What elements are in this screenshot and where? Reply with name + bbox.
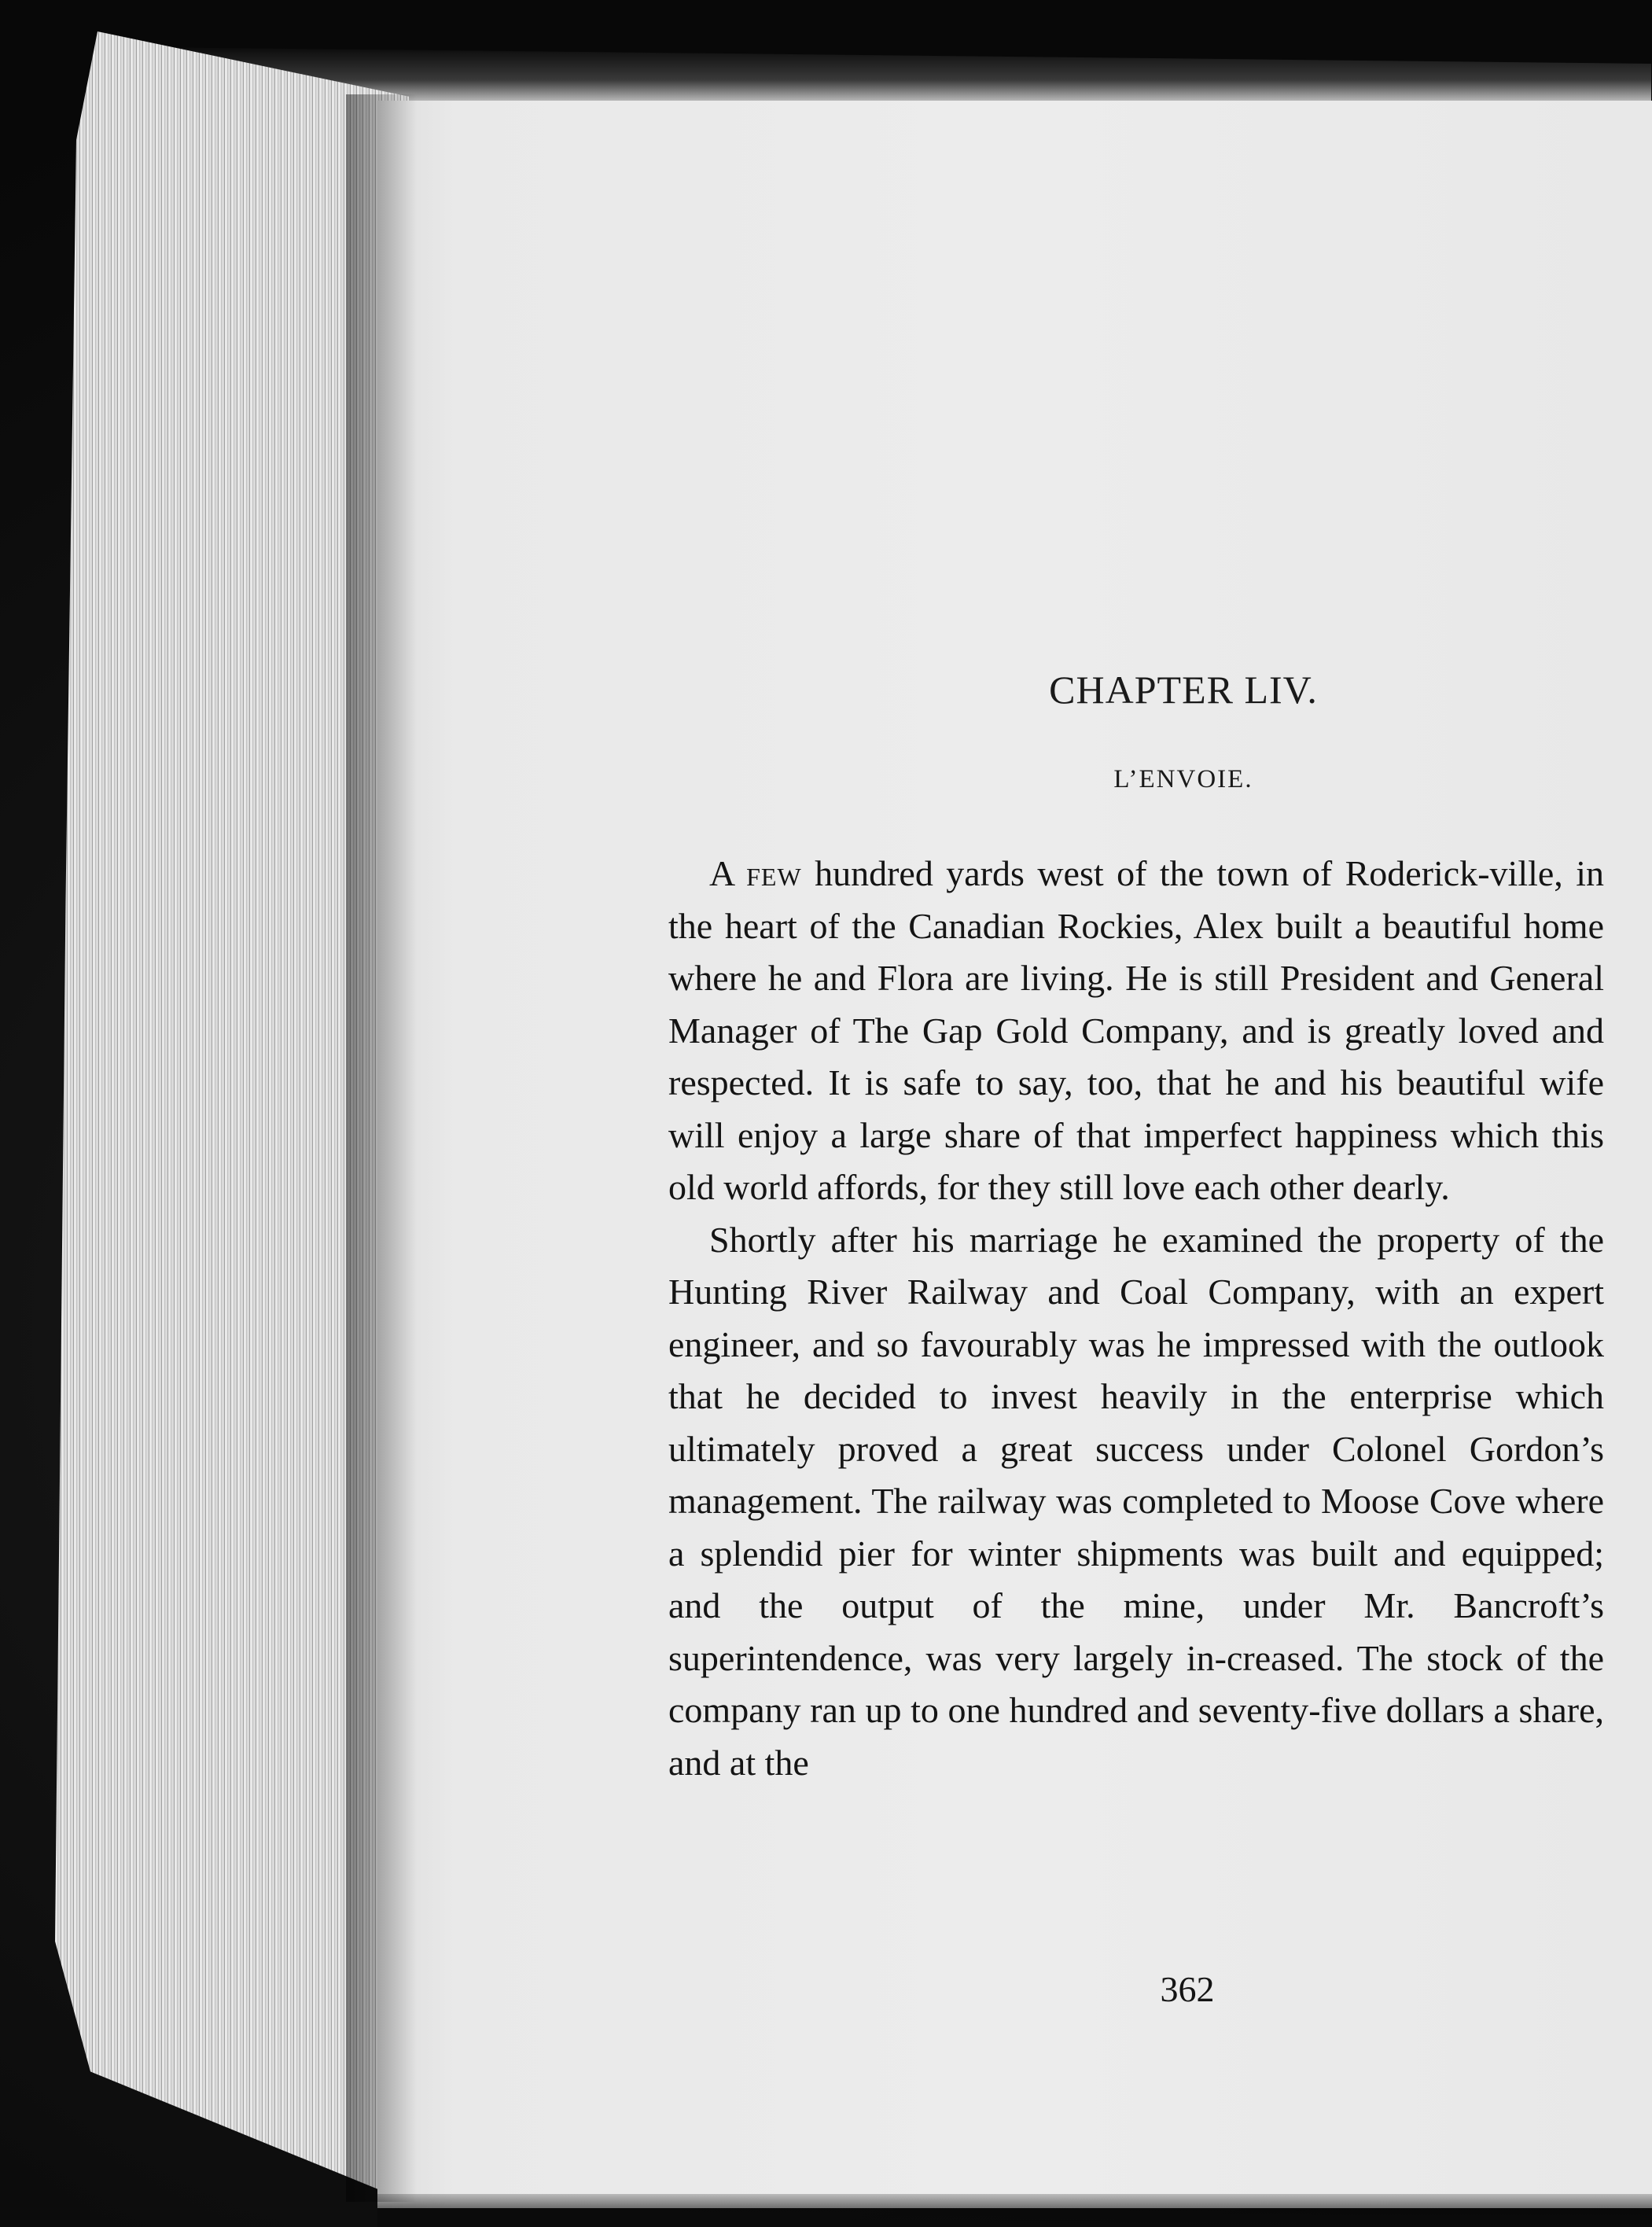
gutter-shadow	[346, 94, 417, 2202]
book-page	[377, 101, 1652, 2208]
lead-word: A	[709, 853, 734, 893]
chapter-subtitle: L’ENVOIE.	[1113, 765, 1253, 793]
bottom-shadow	[377, 2194, 1652, 2227]
paragraph-1	[668, 848, 1604, 1214]
paragraph-2: Shortly after his marriage he examined the property of the Hunting River Railway and Coal Company, with an expert engineer, and so favourably was he impressed with the outlook that he decided to invest heavily in the enterprise which ultimately proved a great success under Colonel Gordon’s management. The railway was completed to Moose Cove where a splendid pier for winter shipments was built and equipped; and the output of the mine, under Mr. Bancroft’s superintendence, was very largely in-creased. The stock of the company ran up to one hundred and seventy-five dollars a share, and at the	[668, 1219, 1604, 1783]
chapter-title: CHAPTER LIV.	[1049, 668, 1318, 712]
page-number: 362	[1160, 1969, 1215, 2009]
lead-smallcaps: few	[746, 853, 802, 893]
paragraph-1-text: hundred yards west of the town of Roderick-ville, in the heart of the Canadian Rockies, Alex built a beautiful home where he and Flora are living. He is still President and General Manager of The Gap Gold Company, and is greatly loved and respected. It is safe to say, too, that he and his beautiful wife will enjoy a large share of that imperfect happiness which this old world affords, for they still love each other dearly.	[668, 853, 1605, 1207]
body-text	[668, 848, 1604, 1789]
